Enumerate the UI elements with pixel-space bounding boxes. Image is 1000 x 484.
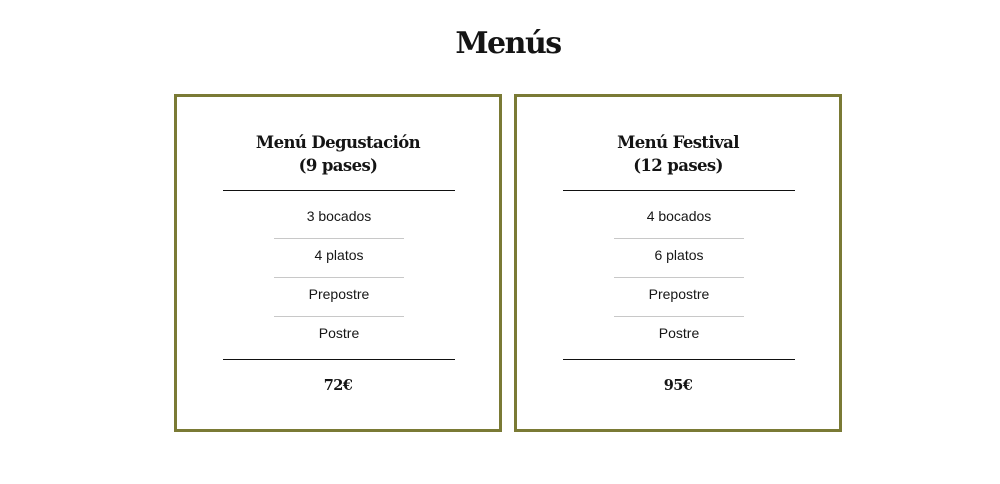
menu-title-courses: (9 pases) [298,156,378,175]
divider-top [563,190,795,191]
menu-item: 3 bocados [274,200,404,239]
menu-item: Prepostre [274,278,404,317]
menu-item: Prepostre [614,278,744,317]
divider-bottom [223,359,455,360]
divider-bottom [563,359,795,360]
menu-title-courses: (12 pases) [633,156,723,175]
menu-item: Postre [658,325,700,341]
menu-items-list [274,200,404,356]
menu-card-degustacion [174,94,502,432]
menu-price: 72€ [323,377,353,394]
menu-price: 95€ [663,377,693,394]
menu-title-name: Menú Festival [617,133,739,152]
menu-item: 4 platos [274,239,404,278]
menu-item: 6 platos [614,239,744,278]
menu-title [177,131,499,177]
menu-items-list [614,200,744,356]
menu-card-festival [514,94,842,432]
divider-top [223,190,455,191]
menu-item: 4 bocados [614,200,744,239]
page-title: Menús [455,26,561,61]
menu-item: Postre [318,325,360,341]
menu-title [517,131,839,177]
menu-title-name: Menú Degustación [255,133,421,152]
